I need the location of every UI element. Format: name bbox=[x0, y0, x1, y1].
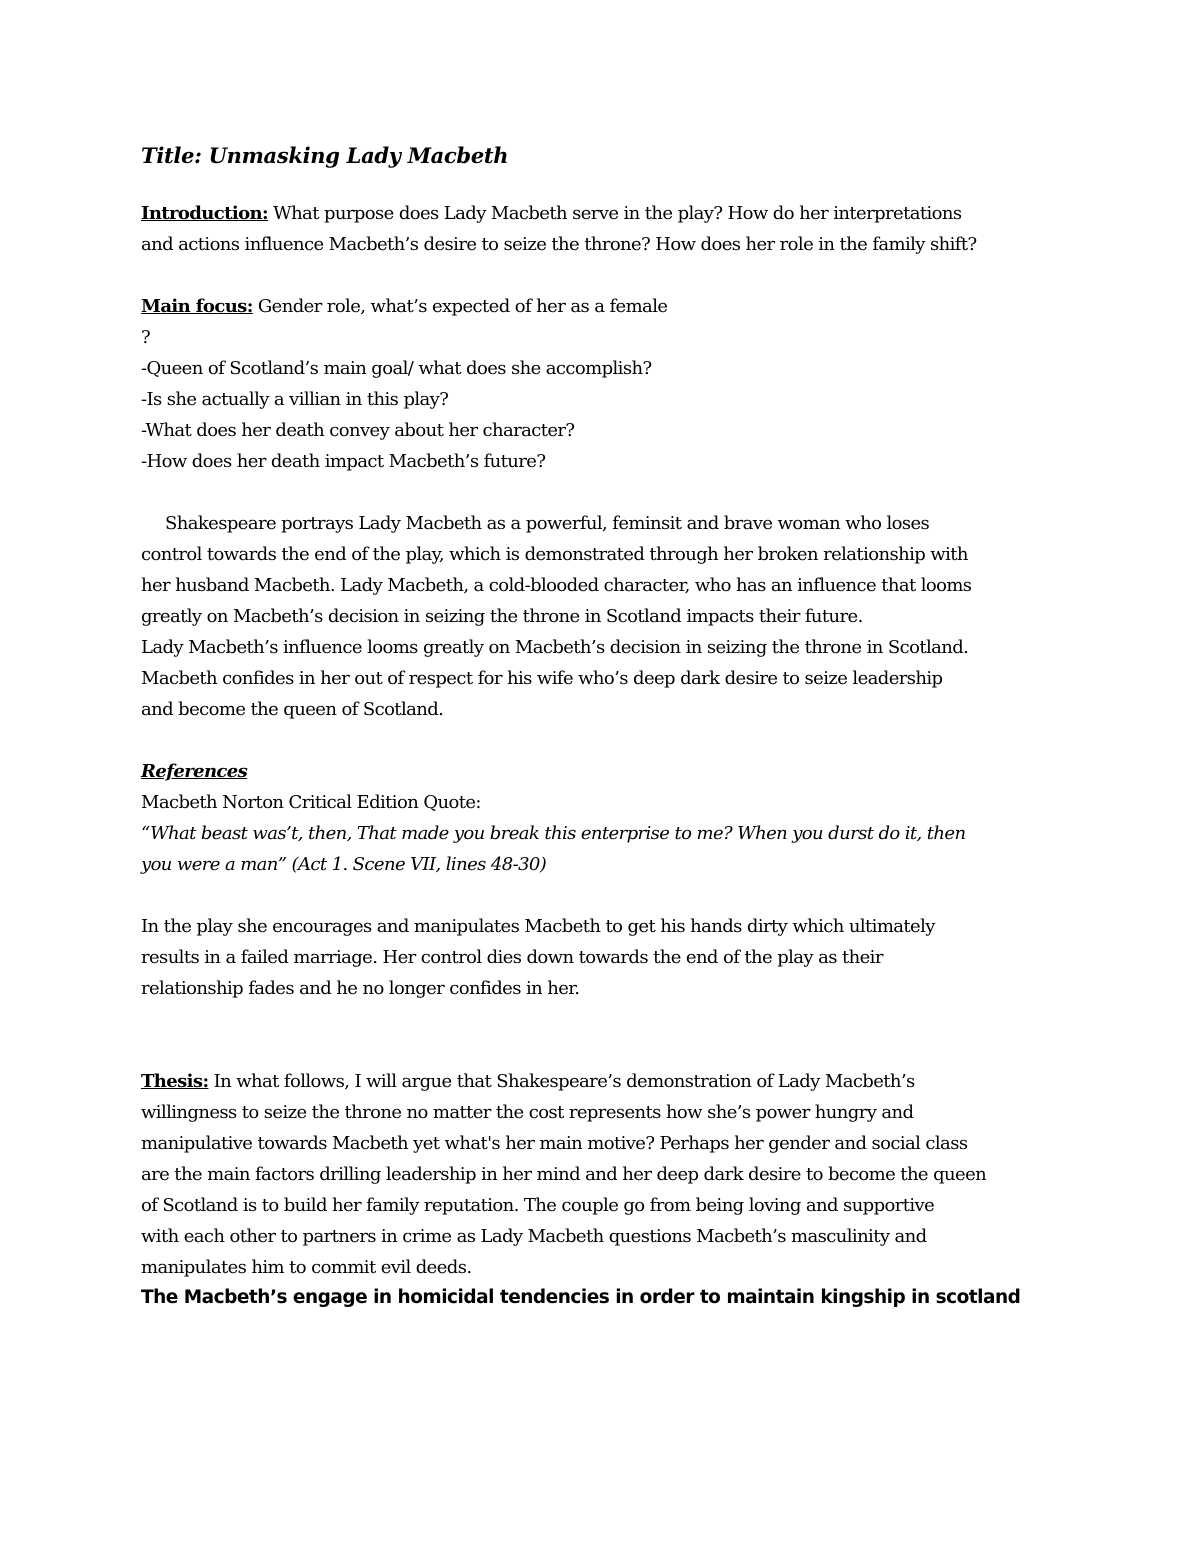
references-quote-line: you were a man” (Act 1. Scene VII, lines 48-30) bbox=[141, 854, 547, 875]
thesis-paragraph bbox=[141, 1066, 1071, 1283]
references-commentary bbox=[141, 911, 1071, 1004]
references-source: Macbeth Norton Critical Edition Quote: bbox=[141, 792, 481, 813]
thesis-label: Thesis: bbox=[141, 1071, 209, 1092]
main-focus-item: -Is she actually a villian in this play? bbox=[141, 389, 449, 410]
thesis-line: willingness to seize the throne no matter the cost represents how she’s power hungry and bbox=[141, 1102, 914, 1123]
introduction-paragraph bbox=[141, 198, 1071, 260]
main-focus-item: ? bbox=[141, 327, 151, 348]
commentary-line: In the play she encourages and manipulates Macbeth to get his hands dirty which ultimately bbox=[141, 916, 935, 937]
main-focus-section bbox=[141, 291, 1071, 477]
thesis-line-1 bbox=[141, 1066, 1071, 1097]
document-page bbox=[141, 138, 1071, 1313]
thesis-line: are the main factors drilling leadership in her mind and her deep dark desire to become the queen bbox=[141, 1164, 987, 1185]
introduction-label: Introduction: bbox=[141, 203, 269, 224]
body-line: her husband Macbeth. Lady Macbeth, a cold-blooded character, who has an influence that looms bbox=[141, 575, 972, 596]
thesis-bold-statement: The Macbeth’s engage in homicidal tendencies in order to maintain kingship in scotland bbox=[141, 1287, 1021, 1308]
main-focus-line bbox=[141, 291, 1071, 322]
body-line: greatly on Macbeth’s decision in seizing the throne in Scotland impacts their future. bbox=[141, 606, 863, 627]
introduction-line-2: and actions influence Macbeth’s desire to seize the throne? How does her role in the family shift? bbox=[141, 234, 977, 255]
references-section bbox=[141, 756, 1071, 880]
references-quote-line: “What beast was’t, then, That made you break this enterprise to me? When you durst do it, then bbox=[141, 823, 966, 844]
introduction-line-1 bbox=[141, 198, 1071, 229]
body-line: Macbeth confides in her out of respect for his wife who’s deep dark desire to seize leadership bbox=[141, 668, 943, 689]
main-focus-item: -Queen of Scotland’s main goal/ what does she accomplish? bbox=[141, 358, 652, 379]
commentary-line: relationship fades and he no longer confides in her. bbox=[141, 978, 580, 999]
thesis-text-1: In what follows, I will argue that Shakespeare’s demonstration of Lady Macbeth’s bbox=[208, 1071, 915, 1092]
references-heading: References bbox=[141, 761, 248, 782]
thesis-line: manipulative towards Macbeth yet what's her main motive? Perhaps her gender and social class bbox=[141, 1133, 968, 1154]
body-line: and become the queen of Scotland. bbox=[141, 699, 444, 720]
main-focus-item: -How does her death impact Macbeth’s future? bbox=[141, 451, 546, 472]
main-focus-text: Gender role, what’s expected of her as a female bbox=[252, 296, 668, 317]
thesis-line: with each other to partners in crime as Lady Macbeth questions Macbeth’s masculinity and bbox=[141, 1226, 927, 1247]
body-line: control towards the end of the play, which is demonstrated through her broken relationship with bbox=[141, 544, 968, 565]
body-line: Lady Macbeth’s influence looms greatly on Macbeth’s decision in seizing the throne in Scotland. bbox=[141, 637, 969, 658]
main-focus-label: Main focus: bbox=[141, 296, 253, 317]
body-paragraph bbox=[141, 508, 1071, 725]
body-line: Shakespeare portrays Lady Macbeth as a powerful, feminsit and brave woman who loses bbox=[165, 513, 930, 534]
thesis-line: manipulates him to commit evil deeds. bbox=[141, 1257, 472, 1278]
commentary-line: results in a failed marriage. Her control dies down towards the end of the play as their bbox=[141, 947, 883, 968]
introduction-text-1: What purpose does Lady Macbeth serve in the play? How do her interpretations bbox=[268, 203, 962, 224]
main-focus-item: -What does her death convey about her character? bbox=[141, 420, 575, 441]
thesis-line: of Scotland is to build her family reputation. The couple go from being loving and supportive bbox=[141, 1195, 935, 1216]
document-title: Title: Unmasking Lady Macbeth bbox=[141, 143, 509, 168]
